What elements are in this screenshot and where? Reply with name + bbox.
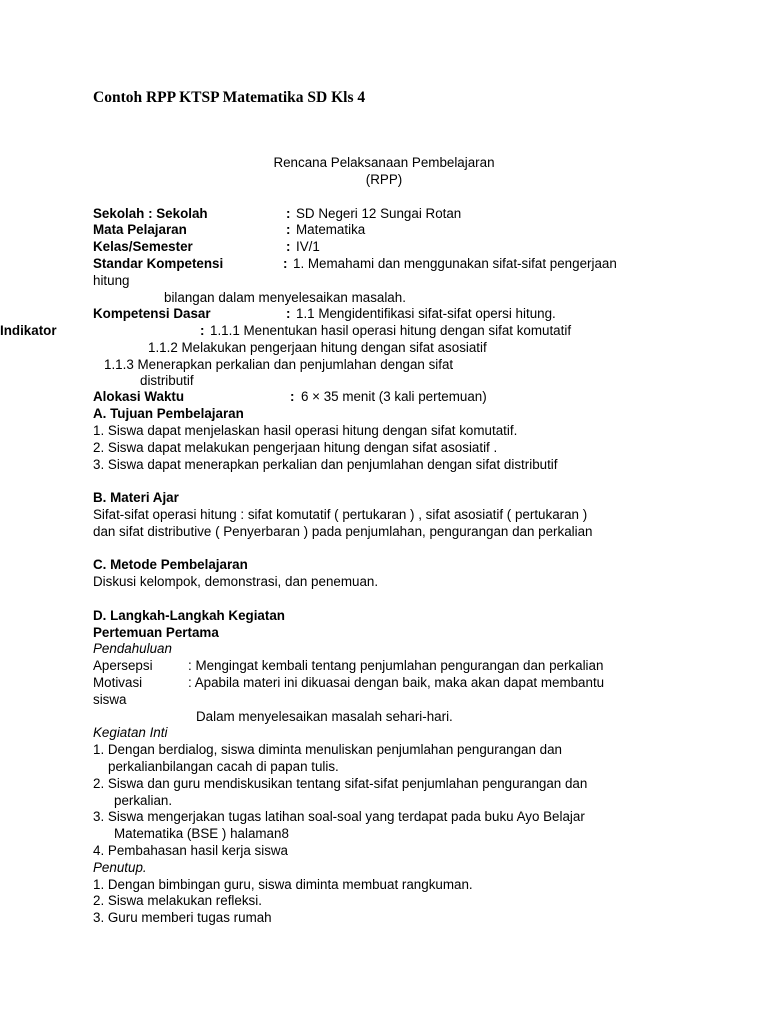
tujuan-item-3: 3. Siswa dapat menerapkan perkalian dan penjumlahan dengan sifat distributif (93, 457, 558, 472)
materi-heading: B. Materi Ajar (93, 490, 179, 505)
kd-label: Kompetensi Dasar (93, 306, 211, 321)
inti-2b: perkalian. (114, 793, 173, 808)
waktu-colon: : (290, 389, 295, 404)
tujuan-item-1: 1. Siswa dapat menjelaskan hasil operasi hitung dengan sifat komutatif. (93, 423, 518, 438)
metode-heading: C. Metode Pembelajaran (93, 557, 248, 572)
inti-4: 4. Pembahasan hasil kerja siswa (93, 843, 289, 858)
sk-value-3: bilangan dalam menyelesaikan masalah. (164, 290, 406, 305)
pertemuan-heading: Pertemuan Pertama (93, 625, 219, 640)
sk-colon: : (283, 256, 288, 271)
penutup-2: 2. Siswa melakukan refleksi. (93, 893, 262, 908)
mapel-value: Matematika (296, 222, 366, 237)
langkah-heading: D. Langkah-Langkah Kegiatan (93, 608, 285, 623)
heading-line-2: (RPP) (365, 172, 403, 187)
kd-value: 1.1 Mengidentifikasi sifat-sifat opersi hitung. (296, 306, 556, 321)
waktu-value: 6 × 35 menit (3 kali pertemuan) (301, 389, 487, 404)
pendahuluan-heading: Pendahuluan (93, 641, 172, 656)
sekolah-colon: : (286, 206, 291, 221)
penutup-1: 1. Dengan bimbingan guru, siswa diminta membuat rangkuman. (93, 877, 473, 892)
inti-3a: 3. Siswa mengerjakan tugas latihan soal-soal yang terdapat pada buku Ayo Belajar (93, 809, 585, 824)
mapel-colon: : (286, 222, 291, 237)
materi-line-2: dan sifat distributive ( Penyerbaran ) pada penjumlahan, pengurangan dan perkalian (93, 524, 593, 539)
indikator-colon: : (200, 323, 205, 338)
indikator-1: 1.1.1 Menentukan hasil operasi hitung dengan sifat komutatif (210, 323, 572, 338)
materi-line-1: Sifat-sifat operasi hitung : sifat komutatif ( pertukaran ) , sifat asosiatif ( pertukaran ) (93, 507, 588, 522)
penutup-heading: Penutup. (93, 860, 147, 875)
kelas-value: IV/1 (296, 239, 320, 254)
waktu-label: Alokasi Waktu (93, 389, 185, 404)
mapel-label: Mata Pelajaran (93, 222, 187, 237)
metode-line-1: Diskusi kelompok, demonstrasi, dan penemuan. (93, 574, 379, 589)
kd-colon: : (286, 306, 291, 321)
motivasi-value: : Apabila materi ini dikuasai dengan baik, maka akan dapat membantu (188, 675, 605, 690)
inti-heading: Kegiatan Inti (93, 725, 168, 740)
kelas-colon: : (286, 239, 291, 254)
indikator-2: 1.1.2 Melakukan pengerjaan hitung dengan sifat asosiatif (148, 340, 487, 355)
sk-value-2: hitung (93, 273, 130, 288)
indikator-3a: 1.1.3 Menerapkan perkalian dan penjumlahan dengan sifat (104, 357, 454, 372)
inti-3b: Matematika (BSE ) halaman8 (114, 826, 289, 841)
motivasi-cont-2: Dalam menyelesaikan masalah sehari-hari. (196, 709, 453, 724)
indikator-3b: distributif (140, 373, 194, 388)
apersepsi-value: : Mengingat kembali tentang penjumlahan pengurangan dan perkalian (188, 658, 604, 673)
sekolah-label: Sekolah : Sekolah (93, 206, 208, 221)
apersepsi-label: Apersepsi (93, 658, 153, 673)
document-title: Contoh RPP KTSP Matematika SD Kls 4 (93, 89, 366, 106)
sekolah-value: SD Negeri 12 Sungai Rotan (296, 206, 462, 221)
inti-1b: perkalianbilangan cacah di papan tulis. (108, 759, 339, 774)
motivasi-label: Motivasi (93, 675, 143, 690)
heading-line-1: Rencana Pelaksanaan Pembelajaran (273, 155, 495, 170)
penutup-3: 3. Guru memberi tugas rumah (93, 910, 272, 925)
inti-1a: 1. Dengan berdialog, siswa diminta menuliskan penjumlahan pengurangan dan (93, 742, 562, 757)
inti-2a: 2. Siswa dan guru mendiskusikan tentang sifat-sifat penjumlahan pengurangan dan (93, 776, 588, 791)
tujuan-heading: A. Tujuan Pembelajaran (93, 406, 244, 421)
tujuan-item-2: 2. Siswa dapat melakukan pengerjaan hitung dengan sifat asosiatif . (93, 440, 498, 455)
sk-label: Standar Kompetensi (93, 256, 224, 271)
sk-value-1: 1. Memahami dan menggunakan sifat-sifat pengerjaan (293, 256, 617, 271)
motivasi-cont-1: siswa (93, 692, 127, 707)
kelas-label: Kelas/Semester (93, 239, 193, 254)
indikator-label: Indikator (0, 323, 57, 338)
